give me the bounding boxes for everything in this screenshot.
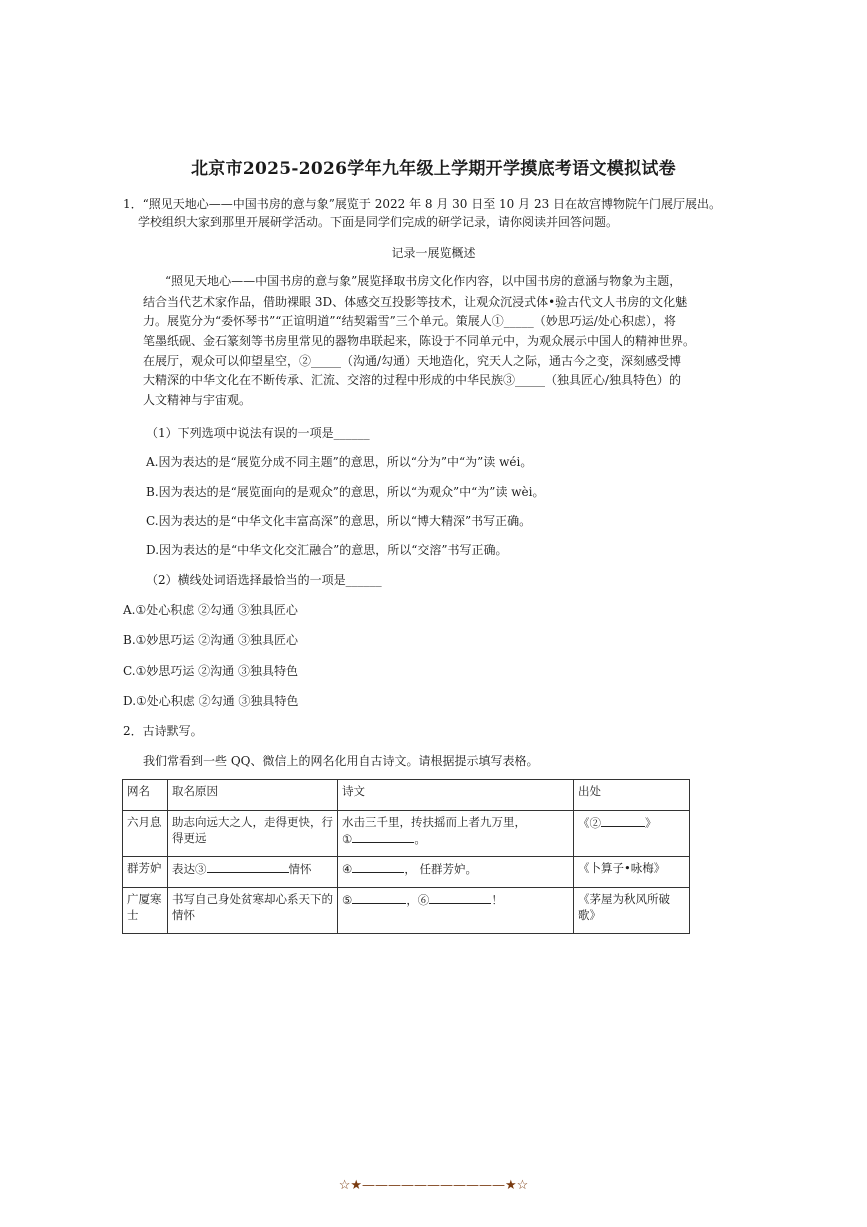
poem-text: ！: [491, 893, 503, 907]
sub2-option-c: C.①妙思巧运 ②沟通 ③独具特色: [123, 664, 298, 678]
poem-table: [122, 779, 690, 934]
blank-marker: ④: [342, 862, 353, 876]
table-cell: 六月息: [123, 811, 168, 857]
table-row: [123, 811, 690, 857]
header-cell: 取名原因: [168, 780, 338, 811]
sub1-option-d: D.因为表达的是“中华文化交汇融合”的意思，所以“交溶”书写正确。: [146, 543, 508, 557]
table-row: [123, 888, 690, 934]
source-open: 《②: [578, 816, 601, 830]
poem-text: 水击三千里，抟扶摇而上者九万里，: [342, 815, 526, 829]
blank-2[interactable]: [601, 814, 645, 827]
passage-line-5: 在展厅，观众可以仰望星空，②_____（沟通/勾通）天地造化，究天人之际，通古今之变，深刻感受博: [143, 354, 682, 368]
sub1-label: （1）下列选项中说法有误的一项是______: [146, 426, 370, 440]
blank-marker: ①: [342, 832, 353, 846]
table-cell: [574, 811, 690, 857]
passage-line-6: 大精深的中华文化在不断传承、汇流、交溶的过程中形成的中华民族③_____（独具匠心/独具特色）的: [143, 373, 682, 387]
sub1-option-c: C.因为表达的是“中华文化丰富高深”的意思，所以“博大精深”书写正确。: [146, 514, 532, 528]
q1-intro-line2: 学校组织大家到那里开展研学活动。下面是同学们完成的研学记录，请你阅读并回答问题。: [138, 215, 619, 229]
sub1-option-a: A.因为表达的是“展览分成不同主题”的意思，所以“分为”中“为”读 wéi。: [146, 455, 533, 469]
table-cell: 《卜算子•咏梅》: [574, 857, 690, 888]
sub2-label: （2）横线处词语选择最恰当的一项是______: [146, 573, 382, 587]
table-cell: 《茅屋为秋风所破歌》: [574, 888, 690, 934]
footer-decoration: ☆★———————————★☆: [338, 1178, 529, 1193]
table-cell: 水击三千里，抟扶摇而上者九万里， ① 。: [338, 811, 574, 857]
passage-line-3: 力。展览分为“委怀琴书”“正谊明道”“结契霜雪”三个单元。策展人①_____（妙思巧运/处心积虑），将: [143, 314, 676, 328]
q2-label: 2．古诗默写。: [123, 724, 203, 738]
table-cell: 群芳妒: [123, 857, 168, 888]
blank-marker: ⑤: [342, 893, 353, 907]
header-cell: 网名: [123, 780, 168, 811]
table-row: [123, 857, 690, 888]
header-cell: 出处: [574, 780, 690, 811]
sub2-option-d: D.①处心积虑 ②勾通 ③独具特色: [123, 694, 299, 708]
passage-line-1: “照见天地心——中国书房的意与象”展览择取书房文化作内容，以中国书房的意涵与物象为主题，: [165, 274, 682, 288]
table-cell: 书写自己身处贫寒却心系天下的情怀: [168, 888, 338, 934]
table-cell: [338, 857, 574, 888]
q2-intro: 我们常看到一些 QQ、微信上的网名化用自古诗文。请根据提示填写表格。: [143, 754, 539, 768]
table-header-row: [123, 780, 690, 811]
blank-1[interactable]: [352, 830, 414, 843]
page-title: 北京市2025-2026学年九年级上学期开学摸底考语文模拟试卷: [191, 159, 676, 179]
passage-line-7: 人文精神与宇宙观。: [143, 393, 252, 407]
table-cell: [338, 888, 574, 934]
header-cell: 诗文: [338, 780, 574, 811]
passage-line-2: 结合当代艺术家作品，借助裸眼 3D、体感交互投影等技术，让观众沉浸式体•验古代文人书房的文化魅: [143, 295, 688, 309]
blank-marker: ，⑥: [406, 893, 430, 907]
sub2-option-a: A.①处心积虑 ②勾通 ③独具匠心: [123, 603, 298, 617]
source-close: 》: [645, 816, 657, 830]
passage-line-4: 笔墨纸砚、金石篆刻等书房里常见的器物串联起来，陈设于不同单元中，为观众展示中国人的精神世界。: [143, 334, 696, 348]
poem-text: ， 任群芳妒。: [404, 862, 477, 876]
blank-5[interactable]: [352, 891, 406, 904]
record-heading: 记录一展览概述: [391, 246, 476, 260]
blank-4[interactable]: [352, 860, 404, 873]
table-cell: 广厦寒士: [123, 888, 168, 934]
blank-6[interactable]: [429, 891, 491, 904]
table-cell: [168, 857, 338, 888]
blank-3[interactable]: [207, 860, 289, 873]
sub1-option-b: B.因为表达的是“展览面向的是观众”的意思，所以“为观众”中“为”读 wèi。: [146, 485, 545, 499]
sub2-option-b: B.①妙思巧运 ②沟通 ③独具匠心: [123, 633, 299, 647]
q1-intro-line1: 1．“照见天地心——中国书房的意与象”展览于 2022 年 8 月 30 日至 10 月 23 日在故宫博物院午门展厅展出。: [123, 197, 722, 211]
table-cell: 助志向远大之人，走得更快，行得更远: [168, 811, 338, 857]
reason-post: 情怀: [288, 862, 312, 876]
reason-pre: 表达③: [172, 862, 207, 876]
